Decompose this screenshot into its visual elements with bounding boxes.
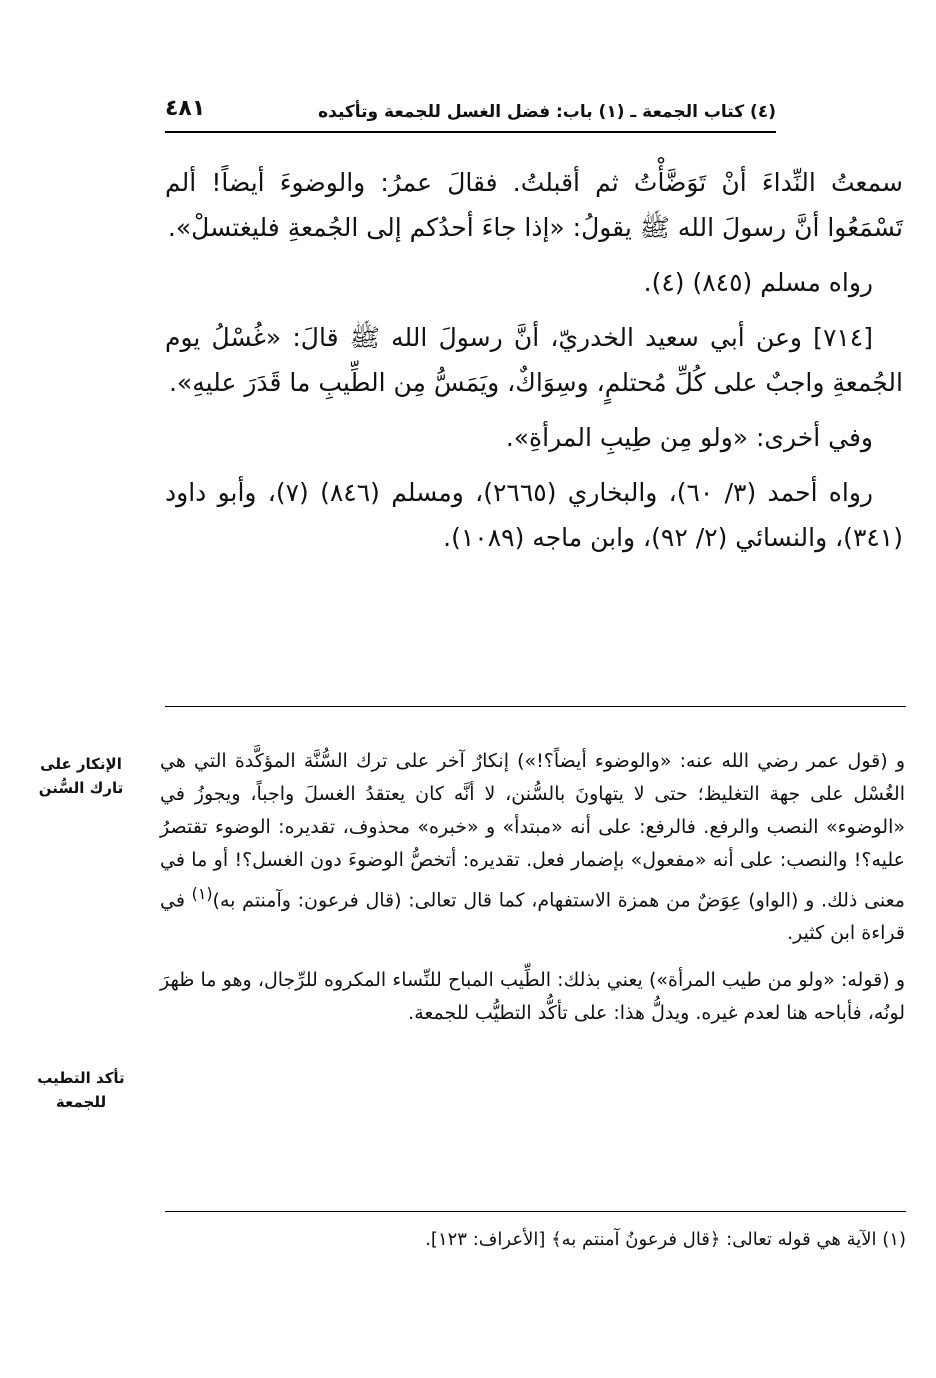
hadith-paragraph-1: سمعتُ النِّداءَ أنْ تَوَضَّأْتُ ثم أقبلتُ. فقالَ عمرُ: والوضوءَ أيضاً! ألم تَسْمَعُوا أنَّ رسولَ الله ﷺ يقولُ: «إذا جاءَ أحدُكم إلى الجُمعةِ فليغتسلْ». [165, 168, 903, 242]
page-number: ٤٨١ [165, 96, 206, 121]
margin-note-1: الإنكار على تارك السُّنن [38, 755, 124, 797]
commentary-block [160, 745, 905, 1030]
footnote-rule [165, 1211, 906, 1212]
commentary-text-1: و (قول عمر رضي الله عنه: «والوضوء أيضاً؟!») إنكارٌ آخر على ترك السُّنَّة المؤكَّدة التي هي الغُسْل على جهة التغليظ؛ حتى لا يتهاونَ بالسُّنن، لا أنَّه كان يعتقدُ الغسلَ واجباً، ويجوزُ في «الوضوء» النصب والرفع. فالرفع: على أنه «مبتدأ» و «خبره» محذوف، تقديره: الوضوء تقتصرُ عليه؟! والنصب: على أنه «مفعول» بإضمار فعل. تقديره: أتخصُّ الوضوءَ دون الغسل؟! أو ما في معنى ذلك. و (الواو) عِوَضٌ من همزة الاستفهام، كما قال تعالى: (قال فرعون: وآمنتم به) [160, 750, 905, 912]
header-rule [165, 131, 776, 133]
hadith-text-block [165, 160, 903, 560]
hadith-source-2: رواه أحمد (٣/ ٦٠)، والبخاري (٢٦٦٥)، ومسلم (٨٤٦) (٧)، وأبو داود (٣٤١)، والنسائي (٢/ ٩٢)، وابن ماجه (١٠٨٩). [165, 478, 903, 552]
page-header [165, 96, 776, 132]
commentary-paragraph-1 [160, 745, 905, 950]
hadith-source-1: رواه مسلم (٨٤٥) (٤). [643, 268, 873, 297]
footnote-ref: (١) [191, 884, 213, 903]
commentary-paragraph-2: و (قوله: «ولو من طيب المرأة») يعني بذلك: الطِّيب المباح للنِّساء المكروه للرِّجال، وهو ما ظهرَ لونُه، فأباحه هنا لعدم غيره. ويدلُّ هذا: على تأكُّد التطيُّب للجمعة. [160, 969, 905, 1025]
section-divider [165, 706, 906, 707]
hadith-paragraph-714: [٧١٤] وعن أبي سعيد الخدريّ، أنَّ رسولَ الله ﷺ قالَ: «غُسْلُ يوم الجُمعةِ واجبٌ على كُلِّ مُحتلمٍ، وسِوَاكٌ، ويَمَسُّ مِن الطِّيبِ ما قَدَرَ عليهِ». [165, 323, 903, 397]
footnote: (١) الآية هي قوله تعالى: ﴿قال فرعونُ آمنتم به﴾ [الأعراف: ١٢٣]. [425, 1229, 906, 1250]
commentary-text-1-end: في قراءة ابن كثير. [160, 889, 905, 945]
margin-note-2: تأكد التطيب للجمعة [37, 1069, 125, 1111]
hadith-variant: وفي أخرى: «ولو مِن طِيبِ المرأةِ». [505, 423, 873, 452]
running-title: (٤) كتاب الجمعة ـ (١) باب: فضل الغسل للجمعة وتأكيده [318, 102, 776, 122]
